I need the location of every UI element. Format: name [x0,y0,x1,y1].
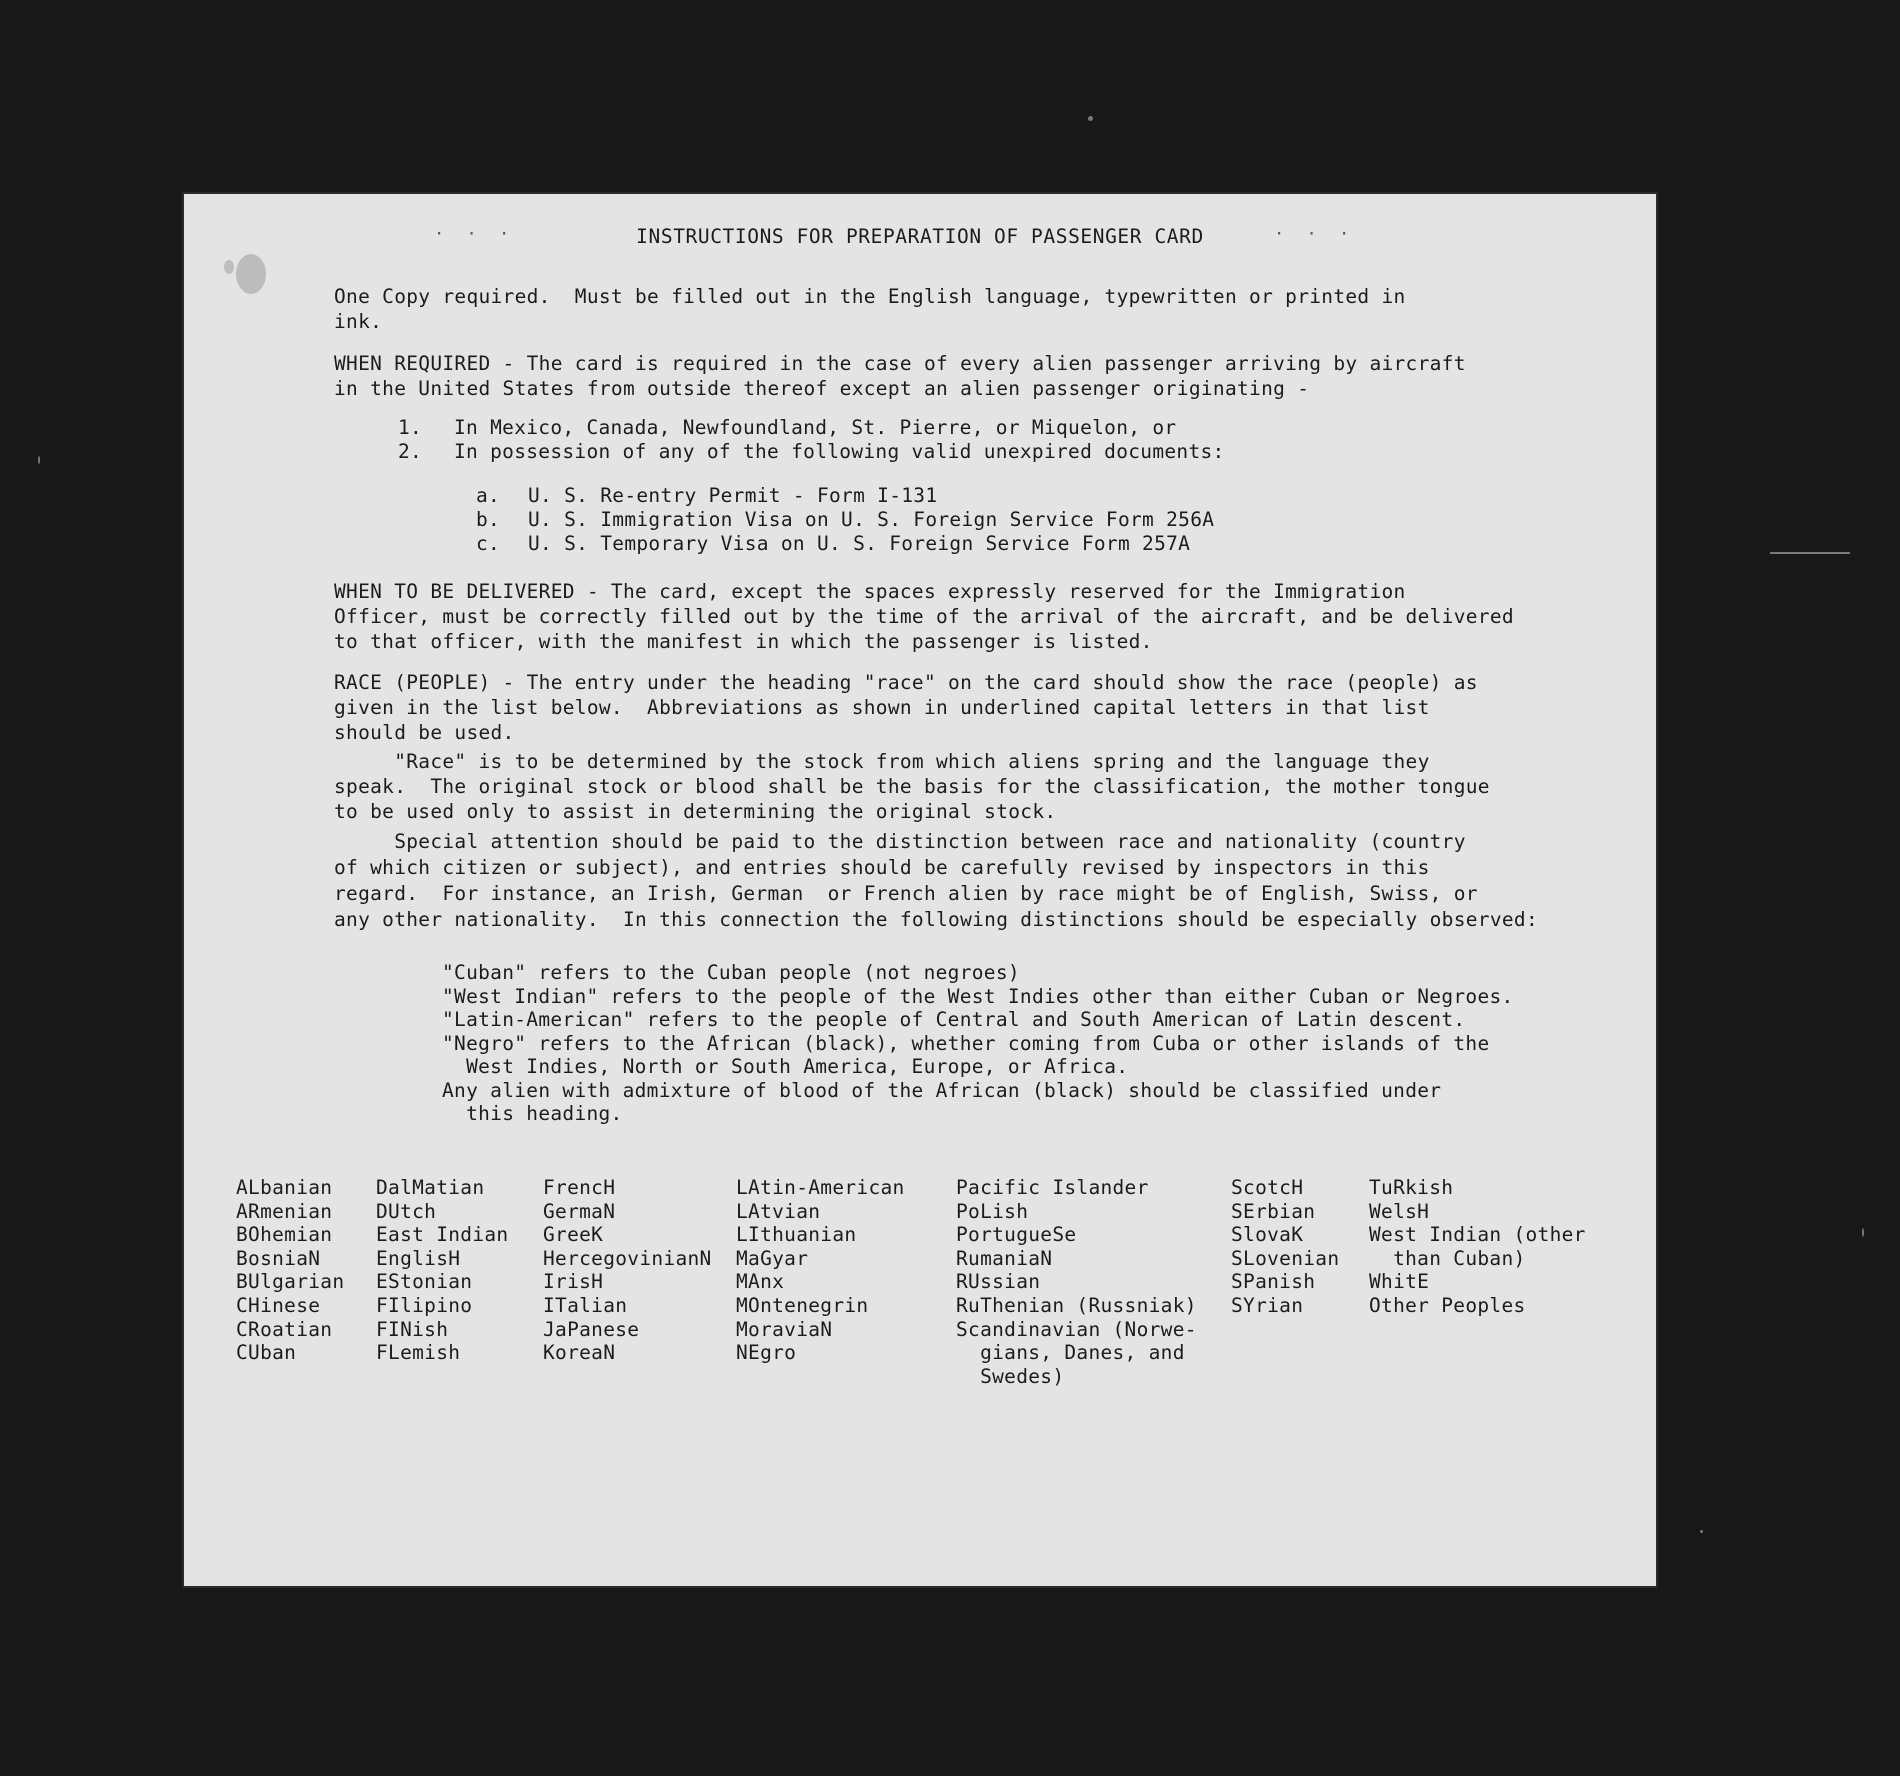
race-entry: HercegovinianN [543,1246,712,1270]
text-line: should be used. [334,721,515,744]
text-line: RACE (PEOPLE) - The entry under the heading "race" on the card should show the race (people) as [334,671,1478,694]
race-entry: ALbanian [236,1176,333,1199]
race-entry: DalMatian [376,1176,485,1199]
race-entry: BOhemian [236,1223,333,1247]
race-entry: LIthuanian [736,1223,857,1247]
film-speck [1700,1530,1703,1533]
text-line: Any alien with admixture of blood of the African (black) should be classified under [442,1078,1442,1102]
text-line: "Latin-American" refers to the people of Central and South American of Latin descent. [442,1008,1466,1031]
race-entry: LAtin-American [736,1176,905,1199]
race-column [376,1176,508,1365]
race-column [1369,1176,1586,1318]
text-line: WHEN REQUIRED - The card is required in the case of every alien passenger arriving by aircraft [334,352,1466,375]
race-entry: IrisH [543,1270,604,1294]
race-entry: Pacific Islander [956,1176,1149,1199]
race-entry: GermaN [543,1199,616,1223]
title-dots-left: · · · [434,224,516,244]
list-number: c. [476,532,501,555]
list-number: a. [476,484,501,507]
race-entry: FINish [376,1317,449,1341]
intro-paragraph [334,284,1624,334]
race-entry: West Indian (other [1369,1223,1586,1247]
race-entry: SErbian [1231,1199,1316,1223]
list-number: 2. [398,440,423,463]
race-column [736,1176,905,1365]
race-entry: East Indian [376,1223,509,1247]
race-column [543,1176,712,1365]
race-determined-paragraph [334,749,1624,824]
text-line: in the United States from outside thereof except an alien passenger originating - [334,377,1310,400]
race-entry: FLemish [376,1341,461,1365]
list-number: 1. [398,416,423,439]
list-text: U. S. Re-entry Permit - Form I-131 [528,484,938,507]
race-people-paragraph [334,670,1624,745]
race-column [1231,1176,1339,1318]
list-item [398,416,1225,440]
text-line: One Copy required. Must be filled out in the English language, typewritten or printed in [334,285,1406,308]
documents-list [476,484,1214,556]
race-entry: NEgro [736,1341,797,1365]
text-line: "Negro" refers to the African (black), whether coming from Cuba or other islands of the [442,1031,1490,1055]
race-entry: SYrian [1231,1293,1304,1317]
race-entry: GreeK [543,1223,604,1247]
text-line: to be used only to assist in determining the original stock. [334,800,1057,823]
when-required-paragraph [334,351,1624,401]
list-text: In Mexico, Canada, Newfoundland, St. Pierre, or Miquelon, or [454,416,1177,439]
race-entry: Other Peoples [1369,1293,1526,1317]
list-text: U. S. Immigration Visa on U. S. Foreign Service Form 256A [528,508,1215,531]
race-entry: RumaniaN [956,1246,1053,1270]
race-entry: JaPanese [543,1317,640,1341]
race-entry: CUban [236,1341,297,1365]
film-speck [1770,552,1850,554]
race-column [236,1176,344,1365]
race-entry: than Cuban) [1369,1246,1526,1270]
race-entry: FrencH [543,1176,616,1199]
race-entry: DUtch [376,1199,437,1223]
page-title: INSTRUCTIONS FOR PREPARATION OF PASSENGER CARD [636,225,1204,248]
ink-smudge [236,254,266,294]
text-line: ink. [334,310,383,333]
race-entry: KoreaN [543,1341,616,1365]
race-entry: SlovaK [1231,1223,1304,1247]
race-entry: FIlipino [376,1293,473,1317]
text-line: this heading. [442,1102,623,1125]
list-number: b. [476,508,501,531]
list-text: In possession of any of the following valid unexpired documents: [454,440,1225,463]
race-entry: WelsH [1369,1199,1430,1223]
film-speck [1088,116,1093,121]
race-entry: PortugueSe [956,1223,1077,1247]
race-column [956,1176,1197,1388]
text-line: Officer, must be correctly filled out by the time of the arrival of the aircraft, and be delivered [334,605,1514,628]
race-entry: LAtvian [736,1199,821,1223]
list-item [476,508,1214,532]
race-entry: PoLish [956,1199,1029,1223]
race-entry: RuThenian (Russniak) [956,1293,1197,1317]
film-speck [38,456,40,464]
special-attention-paragraph [334,829,1624,933]
race-entry: SPanish [1231,1270,1316,1294]
when-delivered-paragraph [334,579,1624,654]
race-entry: SLovenian [1231,1246,1340,1270]
distinctions-list [442,961,1642,1126]
instructions-document [184,194,1656,1586]
race-entry: EnglisH [376,1246,461,1270]
ink-smudge [224,260,234,274]
race-entry: BUlgarian [236,1270,345,1294]
text-line: regard. For instance, an Irish, German or French alien by race might be of English, Swiss, or [334,882,1478,905]
race-entry: CRoatian [236,1317,333,1341]
race-entry: gians, Danes, and [956,1341,1185,1365]
race-entry: WhitE [1369,1270,1430,1294]
race-entry: CHinese [236,1293,321,1317]
text-line: Special attention should be paid to the distinction between race and nationality (country [334,830,1466,853]
text-line: to that officer, with the manifest in which the passenger is listed. [334,630,1153,653]
text-line: given in the list below. Abbreviations as shown in underlined capital letters in that list [334,696,1430,719]
text-line: "Cuban" refers to the Cuban people (not negroes) [442,961,1020,984]
title-dots-right: · · · [1274,224,1356,244]
race-entry: Swedes) [956,1364,1065,1388]
list-item [476,484,1214,508]
origin-list [398,416,1225,464]
race-entry: BosniaN [236,1246,321,1270]
film-speck [1862,1228,1864,1237]
race-entry: TuRkish [1369,1176,1454,1199]
text-line: WHEN TO BE DELIVERED - The card, except the spaces expressly reserved for the Immigration [334,580,1406,603]
race-entry: MAnx [736,1270,785,1294]
text-line: "West Indian" refers to the people of the West Indies other than either Cuban or Negroes. [442,984,1514,1008]
race-entry: EStonian [376,1270,473,1294]
race-entry: MaGyar [736,1246,809,1270]
race-entry: ARmenian [236,1199,333,1223]
text-line: West Indies, North or South America, Europe, or Africa. [442,1055,1129,1078]
race-entry: Scandinavian (Norwe- [956,1317,1197,1341]
text-line: speak. The original stock or blood shall be the basis for the classification, the mother tongue [334,775,1490,798]
race-entry: MOntenegrin [736,1293,869,1317]
text-line: of which citizen or subject), and entries should be carefully revised by inspectors in this [334,856,1430,879]
race-entry: ScotcH [1231,1176,1304,1199]
text-line: "Race" is to be determined by the stock from which aliens spring and the language they [334,750,1430,773]
race-entry: ITalian [543,1293,628,1317]
text-line: any other nationality. In this connection the following distinctions should be especially observed: [334,908,1538,931]
list-item [398,440,1225,464]
list-item [476,532,1214,556]
race-entry: MoraviaN [736,1317,833,1341]
race-entry: RUssian [956,1270,1041,1294]
document-page [184,194,1656,1586]
list-text: U. S. Temporary Visa on U. S. Foreign Service Form 257A [528,532,1191,555]
